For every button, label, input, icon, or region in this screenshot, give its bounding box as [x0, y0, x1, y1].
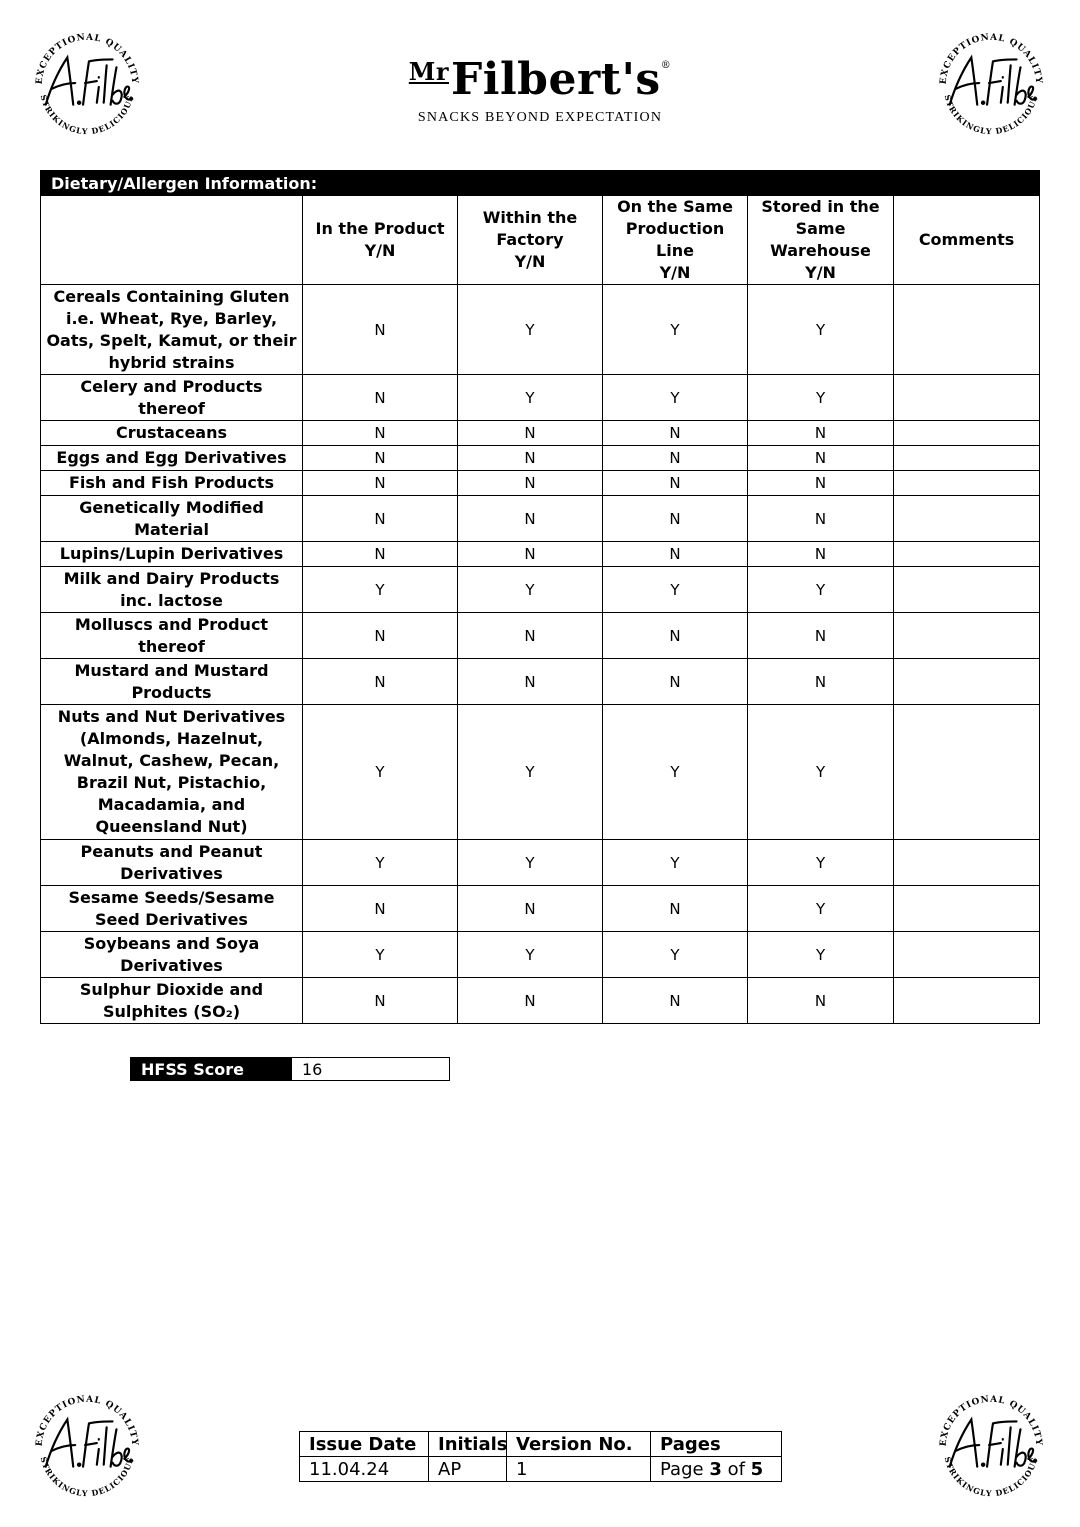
- comments-value: [894, 886, 1040, 932]
- seal-signature: [46, 57, 133, 104]
- same-warehouse-value: N: [748, 496, 894, 542]
- version-value: 1: [507, 1457, 651, 1482]
- same-warehouse-value: N: [748, 613, 894, 659]
- seal-signature: [46, 1419, 133, 1466]
- issue-date-value: 11.04.24: [300, 1457, 429, 1482]
- table-row: [41, 542, 1040, 567]
- brand-mr: Mr: [408, 57, 450, 86]
- issue-date-header: Issue Date: [300, 1432, 429, 1457]
- page-of: of: [727, 1458, 745, 1480]
- comments-value: [894, 421, 1040, 446]
- same-line-value: N: [603, 978, 748, 1024]
- same-line-value: N: [603, 659, 748, 705]
- in-factory-value: N: [458, 886, 603, 932]
- allergen-name: Lupins/Lupin Derivatives: [41, 542, 303, 567]
- column-header: Comments: [894, 196, 1040, 285]
- in-product-value: Y: [303, 567, 458, 613]
- allergen-name: Sesame Seeds/Sesame Seed Derivatives: [41, 886, 303, 932]
- comments-value: [894, 932, 1040, 978]
- brand-seal-bottom-right: [932, 1388, 1050, 1506]
- in-product-value: N: [303, 471, 458, 496]
- page-word: Page: [660, 1458, 704, 1480]
- same-warehouse-value: N: [748, 659, 894, 705]
- in-product-value: N: [303, 659, 458, 705]
- table-row: [41, 978, 1040, 1024]
- allergen-name: Molluscs and Product thereof: [41, 613, 303, 659]
- same-line-value: N: [603, 496, 748, 542]
- table-row: [41, 496, 1040, 542]
- page-current: 3: [709, 1458, 722, 1480]
- page-total: 5: [750, 1458, 764, 1480]
- registered-mark: ®: [660, 60, 672, 71]
- same-line-value: Y: [603, 285, 748, 375]
- comments-value: [894, 659, 1040, 705]
- comments-value: [894, 613, 1040, 659]
- same-warehouse-value: N: [748, 421, 894, 446]
- table-title: Dietary/Allergen Information:: [41, 171, 894, 196]
- pages-header: Pages: [651, 1432, 782, 1457]
- table-row: [41, 659, 1040, 705]
- in-factory-value: N: [458, 496, 603, 542]
- in-product-value: N: [303, 496, 458, 542]
- table-row: [41, 705, 1040, 840]
- same-warehouse-value: N: [748, 542, 894, 567]
- seal-signature: [950, 1419, 1037, 1466]
- table-row: [41, 613, 1040, 659]
- comments-value: [894, 978, 1040, 1024]
- brand-seal-top-left: [28, 26, 146, 144]
- hfss-label: HFSS Score: [131, 1058, 292, 1081]
- same-warehouse-value: N: [748, 446, 894, 471]
- column-header: In the Product Y/N: [303, 196, 458, 285]
- brand-tagline: SNACKS BEYOND EXPECTATION: [417, 110, 663, 125]
- same-line-value: N: [603, 886, 748, 932]
- table-row: [41, 285, 1040, 375]
- allergen-name: Soybeans and Soya Derivatives: [41, 932, 303, 978]
- in-factory-value: Y: [458, 567, 603, 613]
- allergen-name: Cereals Containing Gluten i.e. Wheat, Rye, Barley, Oats, Spelt, Kamut, or their hybrid strains: [41, 285, 303, 375]
- table-row: [41, 932, 1040, 978]
- comments-value: [894, 446, 1040, 471]
- table-header-row: [41, 196, 1040, 285]
- table-body: [41, 285, 1040, 1024]
- same-line-value: Y: [603, 375, 748, 421]
- same-warehouse-value: N: [748, 978, 894, 1024]
- version-header: Version No.: [507, 1432, 651, 1457]
- initials-value: AP: [429, 1457, 507, 1482]
- seal-top-text: EXCEPTIONAL QUALITY: [938, 1394, 1044, 1447]
- table-row: [41, 471, 1040, 496]
- allergen-name: Mustard and Mustard Products: [41, 659, 303, 705]
- in-factory-value: Y: [458, 840, 603, 886]
- table-row: [41, 886, 1040, 932]
- in-factory-value: N: [458, 978, 603, 1024]
- hfss-score-table: [130, 1057, 450, 1081]
- same-line-value: Y: [603, 932, 748, 978]
- comments-value: [894, 705, 1040, 840]
- brand-seal-bottom-left: [28, 1388, 146, 1506]
- seal-top-text: EXCEPTIONAL QUALITY: [34, 1394, 140, 1447]
- column-header: Stored in the Same Warehouse Y/N: [748, 196, 894, 285]
- allergen-name: Milk and Dairy Products inc. lactose: [41, 567, 303, 613]
- same-warehouse-value: Y: [748, 567, 894, 613]
- same-warehouse-value: Y: [748, 285, 894, 375]
- hfss-value: 16: [292, 1058, 450, 1081]
- in-product-value: N: [303, 285, 458, 375]
- table-row: [41, 375, 1040, 421]
- seal-bottom-text: STRIKINGLY DELICIOUS: [942, 1455, 1040, 1499]
- initials-header: Initials: [429, 1432, 507, 1457]
- same-line-value: Y: [603, 705, 748, 840]
- in-product-value: Y: [303, 840, 458, 886]
- comments-value: [894, 542, 1040, 567]
- allergen-name: Eggs and Egg Derivatives: [41, 446, 303, 471]
- in-product-value: Y: [303, 932, 458, 978]
- same-line-value: N: [603, 421, 748, 446]
- comments-value: [894, 496, 1040, 542]
- in-product-value: N: [303, 886, 458, 932]
- allergen-name: Nuts and Nut Derivatives (Almonds, Hazelnut, Walnut, Cashew, Pecan, Brazil Nut, Pistachio, Macadamia, and Queensland Nut): [41, 705, 303, 840]
- same-line-value: Y: [603, 840, 748, 886]
- in-factory-value: N: [458, 471, 603, 496]
- brand-wordmark: Filbert's: [451, 54, 661, 105]
- table-row: [41, 567, 1040, 613]
- in-factory-value: N: [458, 659, 603, 705]
- column-header: On the Same Production Line Y/N: [603, 196, 748, 285]
- in-factory-value: Y: [458, 375, 603, 421]
- in-product-value: N: [303, 542, 458, 567]
- seal-top-text: EXCEPTIONAL QUALITY: [938, 32, 1044, 85]
- in-factory-value: N: [458, 613, 603, 659]
- table-row: [41, 421, 1040, 446]
- brand-name: [370, 40, 710, 106]
- allergen-name: Sulphur Dioxide and Sulphites (SO₂): [41, 978, 303, 1024]
- table-row: [41, 446, 1040, 471]
- same-line-value: N: [603, 471, 748, 496]
- in-factory-value: Y: [458, 285, 603, 375]
- in-factory-value: N: [458, 542, 603, 567]
- seal-top-text: EXCEPTIONAL QUALITY: [34, 32, 140, 85]
- comments-value: [894, 375, 1040, 421]
- allergen-table: [40, 170, 1040, 1024]
- same-line-value: N: [603, 613, 748, 659]
- in-factory-value: Y: [458, 705, 603, 840]
- allergen-name: Genetically Modified Material: [41, 496, 303, 542]
- table-row: [41, 840, 1040, 886]
- in-product-value: Y: [303, 705, 458, 840]
- seal-bottom-text: STRIKINGLY DELICIOUS: [38, 93, 136, 137]
- in-product-value: N: [303, 446, 458, 471]
- column-header: Within the Factory Y/N: [458, 196, 603, 285]
- same-line-value: N: [603, 446, 748, 471]
- comments-value: [894, 840, 1040, 886]
- in-product-value: N: [303, 421, 458, 446]
- in-product-value: N: [303, 978, 458, 1024]
- brand-logo: [370, 40, 710, 126]
- same-warehouse-value: Y: [748, 886, 894, 932]
- same-warehouse-value: Y: [748, 932, 894, 978]
- comments-value: [894, 471, 1040, 496]
- allergen-name: Crustaceans: [41, 421, 303, 446]
- allergen-name: Celery and Products thereof: [41, 375, 303, 421]
- page-value: [651, 1457, 782, 1482]
- same-line-value: N: [603, 542, 748, 567]
- allergen-name: Fish and Fish Products: [41, 471, 303, 496]
- seal-bottom-text: STRIKINGLY DELICIOUS: [942, 93, 1040, 137]
- same-line-value: Y: [603, 567, 748, 613]
- allergen-name: Peanuts and Peanut Derivatives: [41, 840, 303, 886]
- seal-bottom-text: STRIKINGLY DELICIOUS: [38, 1455, 136, 1499]
- same-warehouse-value: Y: [748, 705, 894, 840]
- in-factory-value: N: [458, 446, 603, 471]
- column-header: [41, 196, 303, 285]
- seal-signature: [950, 57, 1037, 104]
- same-warehouse-value: Y: [748, 840, 894, 886]
- in-factory-value: N: [458, 421, 603, 446]
- brand-seal-top-right: [932, 26, 1050, 144]
- in-product-value: N: [303, 375, 458, 421]
- same-warehouse-value: N: [748, 471, 894, 496]
- same-warehouse-value: Y: [748, 375, 894, 421]
- table-title-blank: [894, 171, 1040, 196]
- in-product-value: N: [303, 613, 458, 659]
- comments-value: [894, 285, 1040, 375]
- in-factory-value: Y: [458, 932, 603, 978]
- comments-value: [894, 567, 1040, 613]
- document-control-table: [299, 1431, 782, 1482]
- table-title-row: [41, 171, 1040, 196]
